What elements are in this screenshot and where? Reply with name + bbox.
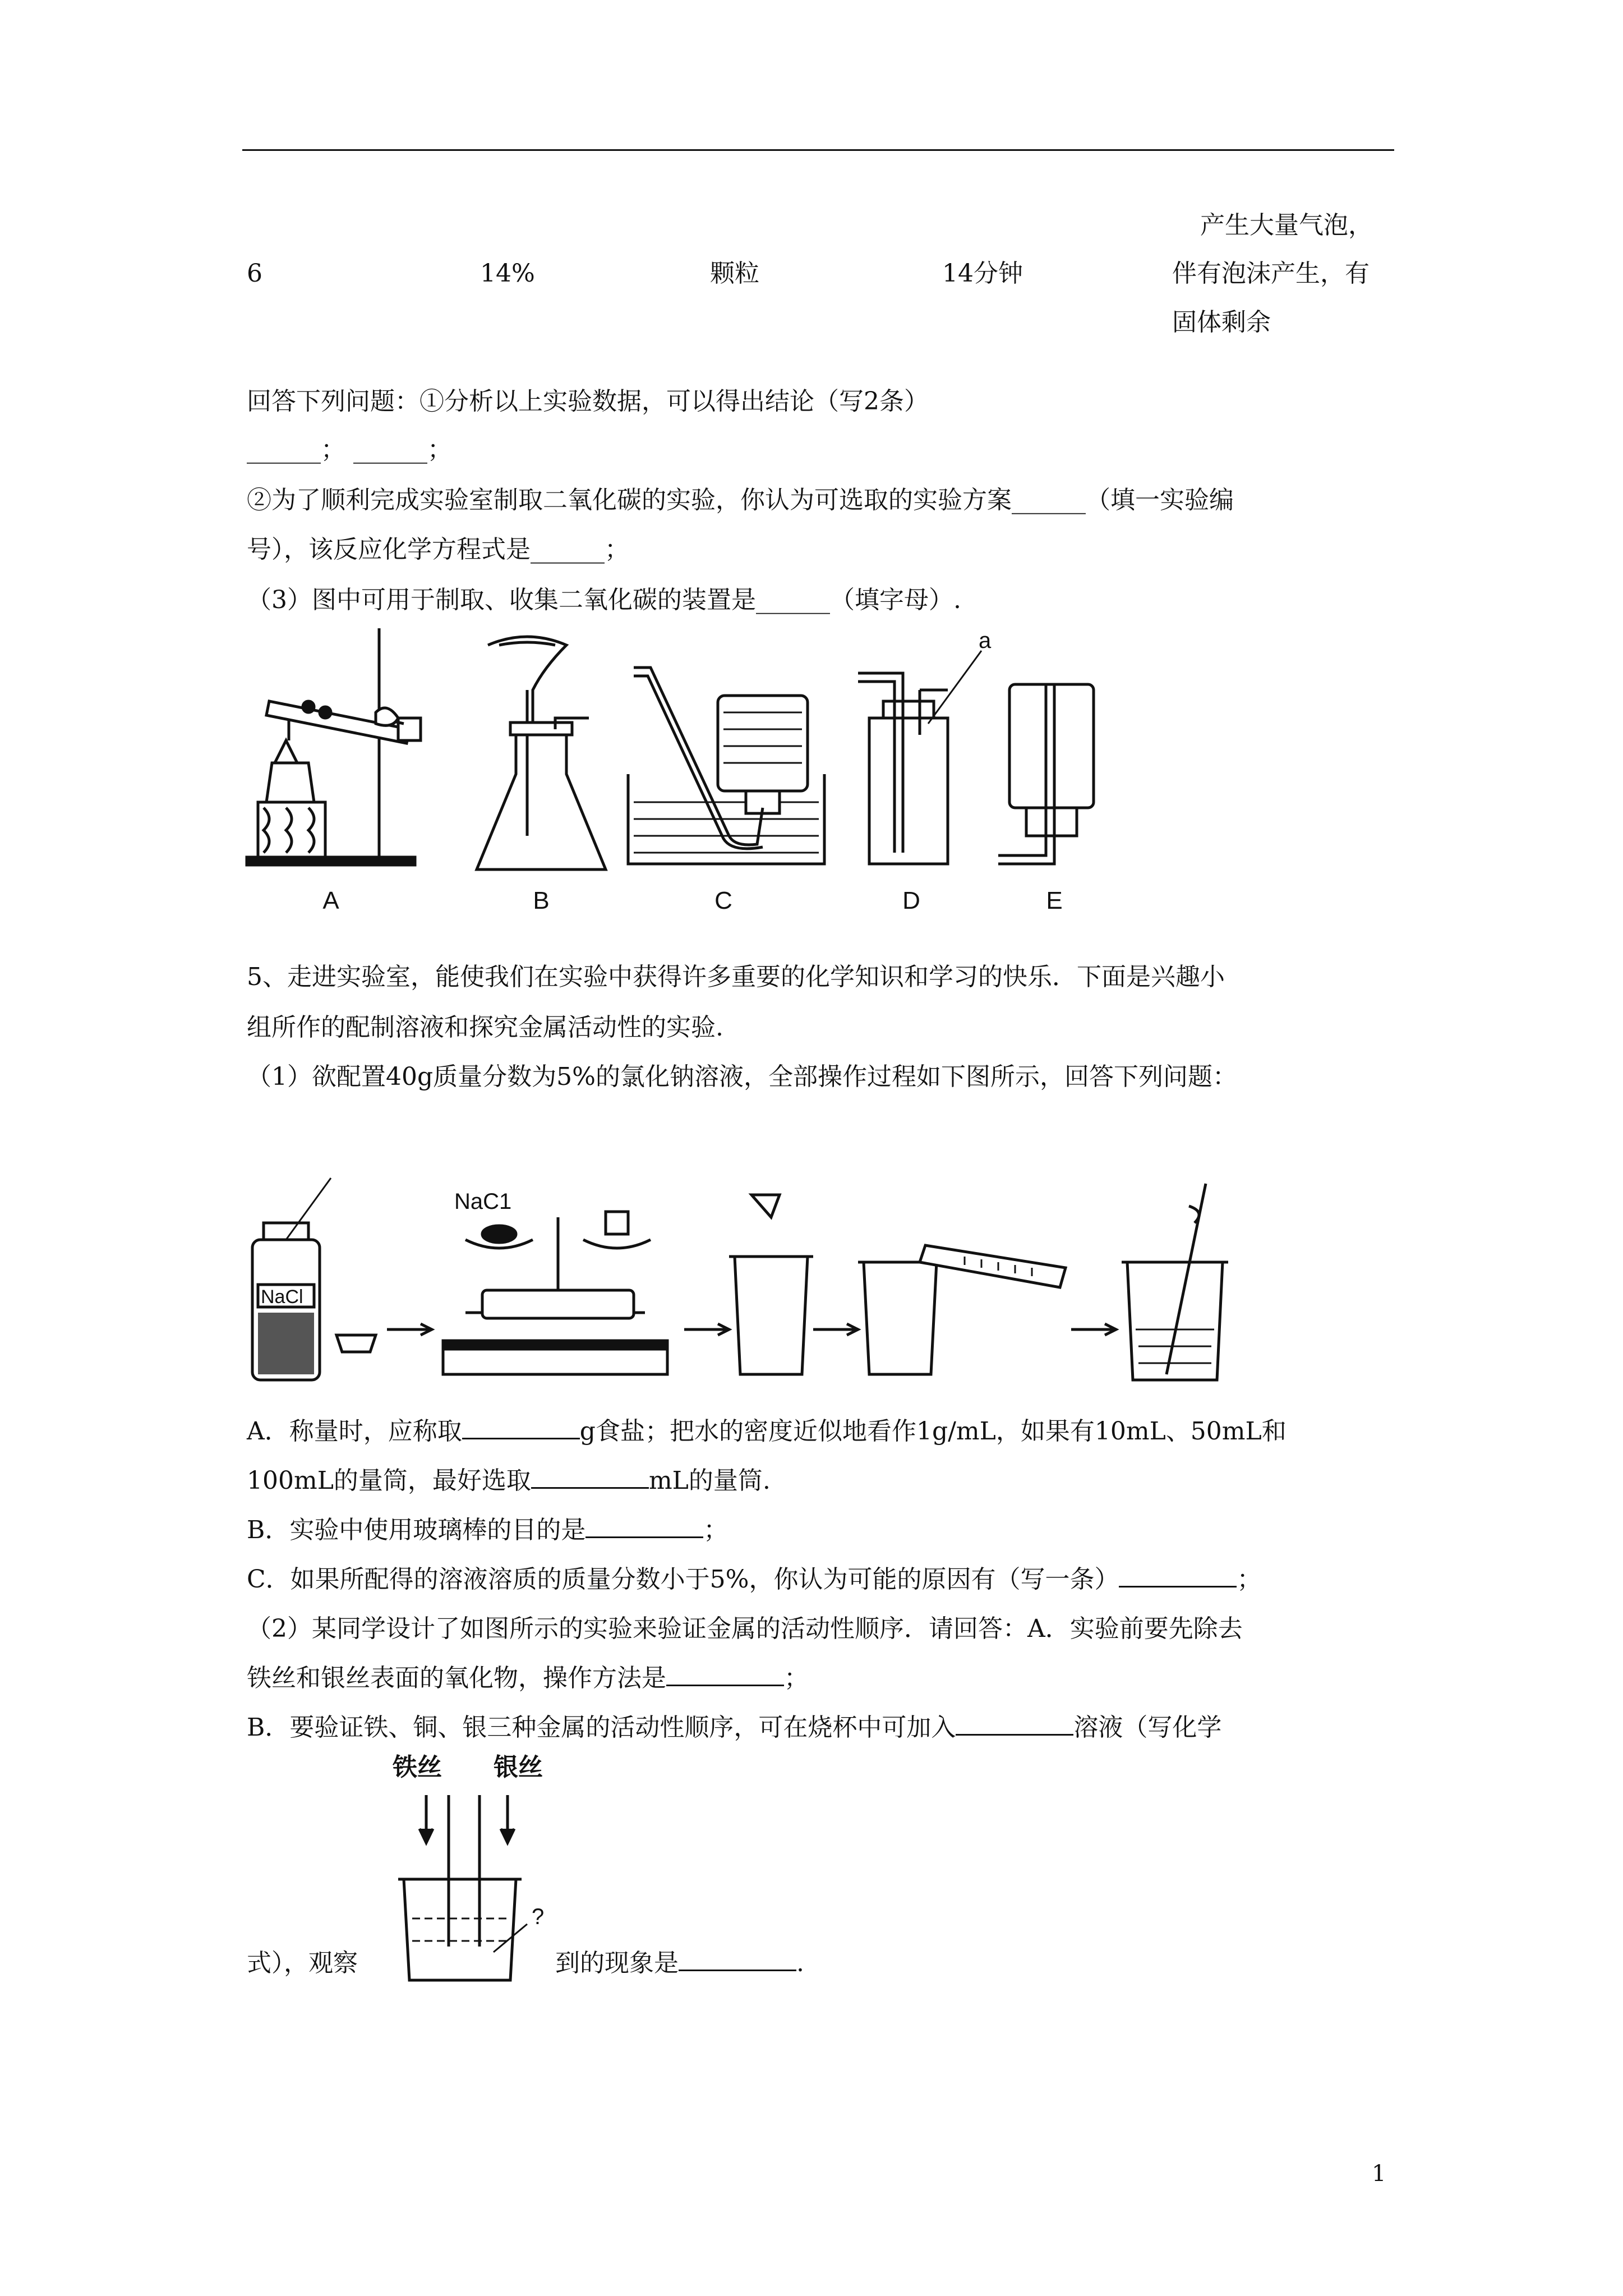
stirring-beaker xyxy=(1122,1184,1228,1380)
apparatus-b xyxy=(477,637,606,869)
arrow-1 xyxy=(387,1324,432,1335)
beaker-question-mark: ? xyxy=(532,1904,545,1929)
sep-1: ； xyxy=(321,435,345,464)
sep-2: ； xyxy=(427,435,452,464)
last-line-b xyxy=(555,1947,804,1980)
label-A: A xyxy=(322,887,339,914)
qA-text-2: g食盐；把水的密度近似地看作1g/mL，如果有10mL、50mL和 xyxy=(579,1417,1287,1446)
table-cell-phenomenon-1: 产生大量气泡， xyxy=(1200,211,1373,240)
question-2-line1: ②为了顺利完成实验室制取二氧化碳的实验，你认为可选取的实验方案______（填一实验编 xyxy=(247,486,1234,514)
question-C xyxy=(247,1563,1261,1596)
apparatus-e xyxy=(998,684,1094,864)
table-cell-form: 颗粒 xyxy=(710,259,759,288)
qA-text-3: 100mL的量筒，最好选取 xyxy=(247,1466,531,1495)
table-cell-concentration: 14% xyxy=(480,259,535,288)
silver-wire-label: 银丝 xyxy=(494,1754,543,1781)
question-5-line2: 组所作的配制溶液和探究金属活动性的实验. xyxy=(247,1013,723,1042)
blank-phenomenon xyxy=(679,1947,796,1971)
weighing-dish xyxy=(336,1335,376,1352)
beaker-with-funnel xyxy=(729,1195,813,1374)
question-5-sub1: （1）欲配置40g质量分数为5%的氯化钠溶液，全部操作过程如下图所示，回答下列问题： xyxy=(247,1062,1237,1091)
blank-ml xyxy=(531,1465,649,1489)
question-A-line2 xyxy=(247,1464,771,1498)
last-end: . xyxy=(796,1949,804,1977)
blank-2: ______ xyxy=(353,435,427,464)
table-cell-phenomenon-2: 伴有泡沫产生，有 xyxy=(1172,259,1370,288)
blank-reason xyxy=(1119,1563,1237,1588)
conclusion-blanks xyxy=(247,433,452,467)
qB-text: B．实验中使用玻璃棒的目的是 xyxy=(247,1516,586,1544)
nacl-bottle xyxy=(252,1178,331,1380)
question-2-sub-line1: （2）某同学设计了如图所示的实验来验证金属的活动性顺序．请回答：A．实验前要先除去 xyxy=(247,1614,1243,1643)
question-2-sub-line2 xyxy=(247,1662,809,1695)
question-intro: 回答下列问题：①分析以上实验数据，可以得出结论（写2条） xyxy=(247,387,929,416)
solution-prep-figure xyxy=(241,1167,1363,1391)
last-text: 到的现象是 xyxy=(555,1949,679,1977)
apparatus-a xyxy=(247,628,421,865)
page-number: 1 xyxy=(1372,2161,1386,2187)
table-cell-time: 14分钟 xyxy=(942,259,1023,288)
question-5-line1: 5、走进实验室，能使我们在实验中获得许多重要的化学知识和学习的快乐．下面是兴趣小 xyxy=(247,963,1225,991)
label-B: B xyxy=(533,887,550,914)
arrow-3 xyxy=(813,1324,858,1335)
bottle-label: NaCl xyxy=(261,1286,303,1308)
q2-B-text: B．要验证铁、铜、银三种金属的活动性顺序，可在烧杯中可加入 xyxy=(247,1713,956,1742)
qB-end: ； xyxy=(703,1516,728,1544)
apparatus-c xyxy=(628,668,824,864)
qA-text-1: A．称量时，应称取 xyxy=(247,1417,462,1446)
q2-B-end: 溶液（写化学 xyxy=(1073,1713,1222,1742)
question-2-B xyxy=(247,1711,1221,1745)
iron-wire-label: 铁丝 xyxy=(393,1754,442,1781)
label-E: E xyxy=(1046,887,1063,914)
table-cell-phenomenon-3: 固体剩余 xyxy=(1172,308,1271,337)
question-A-line1 xyxy=(247,1415,1287,1448)
blank-1: ______ xyxy=(247,435,321,464)
qC-end: ； xyxy=(1237,1565,1262,1594)
pouring-cylinder xyxy=(858,1245,1066,1374)
balance-label: NaC1 xyxy=(454,1189,512,1214)
balance xyxy=(443,1212,667,1374)
header-rule xyxy=(242,149,1394,151)
q2-sub-text: 铁丝和银丝表面的氧化物，操作方法是 xyxy=(247,1664,666,1692)
qC-text: C．如果所配得的溶液溶质的质量分数小于5%，你认为可能的原因有（写一条） xyxy=(247,1565,1119,1594)
question-3: （3）图中可用于制取、收集二氧化碳的装置是______（填字母）. xyxy=(247,586,961,614)
blank-solution xyxy=(956,1711,1073,1736)
arrow-4 xyxy=(1071,1324,1116,1335)
table-cell-number: 6 xyxy=(247,259,262,288)
last-line-a: 式），观察 xyxy=(247,1949,358,1977)
arrow-2 xyxy=(684,1324,729,1335)
qA-text-4: mL的量筒. xyxy=(648,1466,771,1495)
question-B xyxy=(247,1513,728,1547)
metal-activity-figure xyxy=(381,1745,561,1991)
blank-glass-rod xyxy=(585,1514,703,1538)
label-C: C xyxy=(714,887,732,914)
blank-operation xyxy=(666,1662,784,1686)
apparatus-figure xyxy=(241,623,1396,926)
question-2-line2: 号），该反应化学方程式是______； xyxy=(247,535,629,564)
q2-sub-end: ； xyxy=(784,1664,809,1692)
apparatus-d xyxy=(858,651,981,864)
label-D: D xyxy=(902,887,920,914)
label-a-pointer: a xyxy=(979,628,992,653)
blank-grams xyxy=(462,1415,580,1439)
